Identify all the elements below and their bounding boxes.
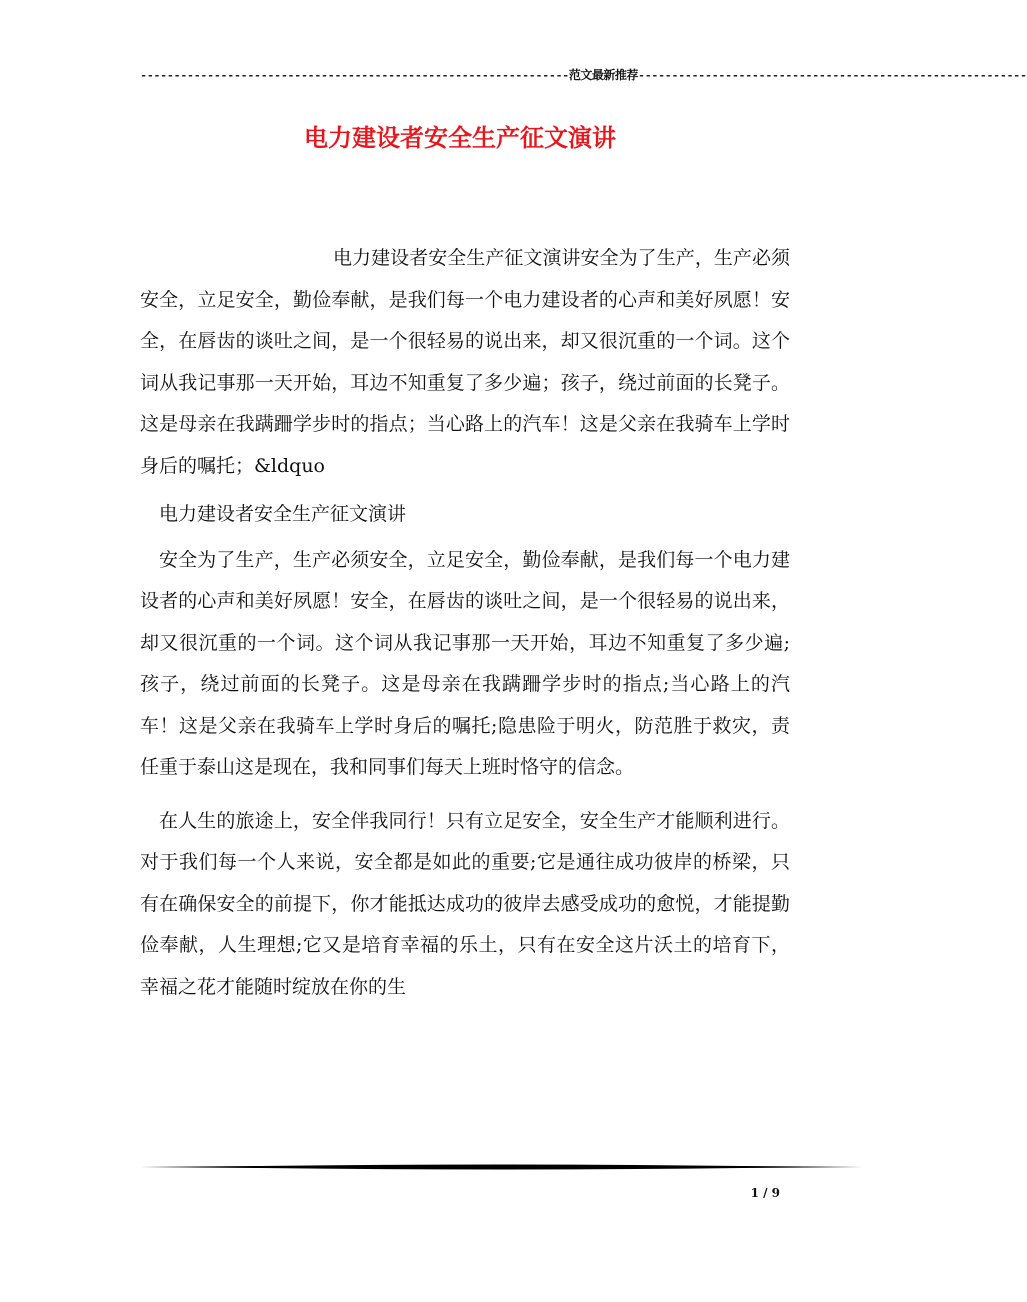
page-number: 1 / 9 — [750, 1186, 780, 1200]
body-paragraph: 在人生的旅途上，安全伴我同行！只有立足安全，安全生产才能顺利进行。对于我们每一个人来说，安全都是如此的重要;它是通往成功彼岸的桥梁，只有在确保安全的前提下，你才能抵达成功的彼岸去感受成功的愈悦，才能提勤俭奉献，人生理想;它又是培育幸福的乐土，只有在安全这片沃土的培育下，幸福之花才能随时绽放在你的生 — [140, 809, 790, 998]
document-body — [140, 238, 790, 1008]
body-paragraph: 电力建设者安全生产征文演讲 — [159, 503, 407, 525]
page-header-banner: ----------------------------------------------------------------范文最新推荐---------------------------------------------------------- — [140, 69, 1027, 83]
body-paragraph: 电力建设者安全生产征文演讲安全为了生产，生产必须安全，立足安全，勤俭奉献，是我们每一个电力建设者的心声和美好夙愿！安全，在唇齿的谈吐之间，是一个很轻易的说出来，却又很沉重的一个词。这个词从我记事那一天开始，耳边不知重复了多少遍；孩子，绕过前面的长凳子。这是母亲在我蹒跚学步时的指点；当心路上的汽车！这是父亲在我骑车上学时身后的嘱托；&ldquo — [140, 247, 790, 477]
body-paragraph: 安全为了生产，生产必须安全，立足安全，勤俭奉献，是我们每一个电力建设者的心声和美好夙愿！安全，在唇齿的谈吐之间，是一个很轻易的说出来，却又很沉重的一个词。这个词从我记事那一天开始，耳边不知重复了多少遍;孩子，绕过前面的长凳子。这是母亲在我蹒跚学步时的指点;当心路上的汽车！这是父亲在我骑车上学时身后的嘱托;隐患险于明火，防范胜于救灾，责任重于泰山这是现在，我和同事们每天上班时恪守的信念。 — [140, 548, 790, 778]
document-title: 电力建设者安全生产征文演讲 — [304, 123, 616, 152]
footer-divider — [140, 1163, 863, 1171]
